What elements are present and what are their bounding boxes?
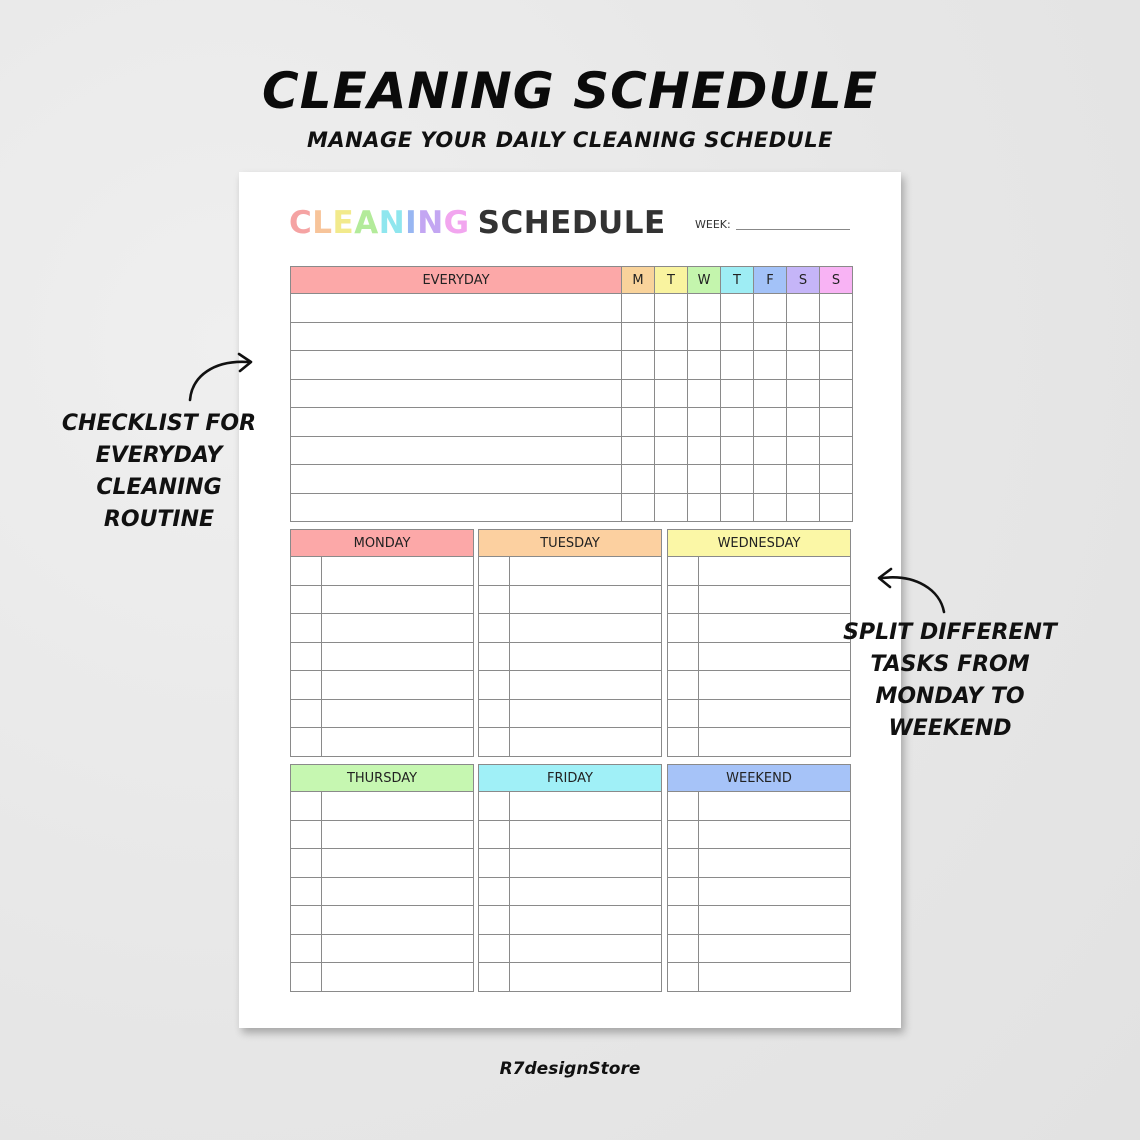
task-cell[interactable] [699, 792, 851, 821]
friday-table [478, 764, 662, 992]
task-cell[interactable] [291, 322, 622, 351]
checkbox-cell[interactable] [479, 557, 510, 586]
checkbox-cell[interactable] [479, 849, 510, 878]
week-label: WEEK: [695, 218, 731, 231]
everyday-row [291, 351, 853, 380]
checkbox-cell[interactable] [291, 906, 322, 935]
checkbox-cell[interactable] [668, 934, 699, 963]
check-cell[interactable] [787, 408, 820, 437]
day-row [291, 557, 474, 586]
task-cell[interactable] [322, 849, 474, 878]
check-cell[interactable] [787, 465, 820, 494]
check-cell[interactable] [688, 465, 721, 494]
weekday-header: F [754, 267, 787, 294]
day-row [291, 877, 474, 906]
days-annotation: SPLIT DIFFERENT TASKS FROM MONDAY TO WEEKEND [843, 620, 1057, 741]
checkbox-cell[interactable] [479, 614, 510, 643]
check-cell[interactable] [754, 379, 787, 408]
task-cell[interactable] [699, 671, 851, 700]
curved-arrow-icon [184, 350, 260, 406]
checkbox-cell[interactable] [291, 642, 322, 671]
task-cell[interactable] [322, 877, 474, 906]
check-cell[interactable] [688, 294, 721, 323]
checkbox-cell[interactable] [668, 877, 699, 906]
check-cell[interactable] [787, 379, 820, 408]
checkbox-cell[interactable] [291, 849, 322, 878]
check-cell[interactable] [622, 493, 655, 522]
task-cell[interactable] [699, 849, 851, 878]
task-cell[interactable] [510, 934, 662, 963]
check-cell[interactable] [655, 322, 688, 351]
brand-name: R7designStore [499, 1059, 641, 1079]
everyday-row [291, 465, 853, 494]
checkbox-cell[interactable] [668, 585, 699, 614]
check-cell[interactable] [622, 351, 655, 380]
check-cell[interactable] [754, 465, 787, 494]
everyday-row [291, 379, 853, 408]
checkbox-cell[interactable] [291, 671, 322, 700]
task-cell[interactable] [322, 557, 474, 586]
checkbox-cell[interactable] [668, 642, 699, 671]
checkbox-cell[interactable] [479, 877, 510, 906]
task-cell[interactable] [291, 465, 622, 494]
task-cell[interactable] [322, 699, 474, 728]
main-title: CLEANING SCHEDULE [262, 62, 878, 120]
day-header: WEEKEND [668, 765, 851, 792]
check-cell[interactable] [655, 408, 688, 437]
check-cell[interactable] [787, 322, 820, 351]
day-row [479, 906, 662, 935]
task-cell[interactable] [322, 820, 474, 849]
checkbox-cell[interactable] [291, 820, 322, 849]
checkbox-cell[interactable] [668, 792, 699, 821]
day-row [668, 906, 851, 935]
day-row [668, 585, 851, 614]
wednesday-table [667, 529, 851, 757]
task-cell[interactable] [510, 585, 662, 614]
day-row [291, 820, 474, 849]
task-cell[interactable] [291, 436, 622, 465]
day-row [291, 642, 474, 671]
check-cell[interactable] [820, 436, 853, 465]
check-cell[interactable] [655, 379, 688, 408]
everyday-row [291, 408, 853, 437]
task-cell[interactable] [510, 728, 662, 757]
check-cell[interactable] [688, 351, 721, 380]
everyday-row [291, 322, 853, 351]
checkbox-cell[interactable] [479, 728, 510, 757]
task-cell[interactable] [291, 351, 622, 380]
checkbox-cell[interactable] [291, 557, 322, 586]
day-row [479, 585, 662, 614]
check-cell[interactable] [820, 465, 853, 494]
task-cell[interactable] [291, 379, 622, 408]
check-cell[interactable] [820, 379, 853, 408]
checkbox-cell[interactable] [291, 963, 322, 992]
check-cell[interactable] [622, 408, 655, 437]
task-cell[interactable] [510, 557, 662, 586]
day-header: TUESDAY [479, 530, 662, 557]
task-cell[interactable] [291, 294, 622, 323]
checkbox-cell[interactable] [668, 614, 699, 643]
check-cell[interactable] [721, 493, 754, 522]
day-row [479, 963, 662, 992]
checkbox-cell[interactable] [291, 585, 322, 614]
check-cell[interactable] [688, 436, 721, 465]
task-cell[interactable] [699, 934, 851, 963]
day-row [668, 642, 851, 671]
day-row [291, 671, 474, 700]
checkbox-cell[interactable] [668, 557, 699, 586]
task-cell[interactable] [510, 820, 662, 849]
sheet-title-schedule: SCHEDULE [477, 205, 666, 241]
task-cell[interactable] [510, 699, 662, 728]
task-cell[interactable] [322, 906, 474, 935]
check-cell[interactable] [754, 351, 787, 380]
checkbox-cell[interactable] [479, 963, 510, 992]
weekday-header: S [787, 267, 820, 294]
checkbox-cell[interactable] [291, 699, 322, 728]
checkbox-cell[interactable] [291, 792, 322, 821]
task-cell[interactable] [699, 877, 851, 906]
title-letter: L [312, 205, 333, 241]
task-cell[interactable] [699, 728, 851, 757]
day-row [668, 557, 851, 586]
day-row [668, 934, 851, 963]
check-cell[interactable] [721, 465, 754, 494]
day-header: FRIDAY [479, 765, 662, 792]
checkbox-cell[interactable] [479, 699, 510, 728]
checkbox-cell[interactable] [668, 963, 699, 992]
checkbox-cell[interactable] [668, 671, 699, 700]
day-row [479, 699, 662, 728]
title-letter: N [378, 205, 406, 241]
day-header: WEDNESDAY [668, 530, 851, 557]
check-cell[interactable] [622, 294, 655, 323]
check-cell[interactable] [721, 294, 754, 323]
check-cell[interactable] [622, 379, 655, 408]
task-cell[interactable] [699, 557, 851, 586]
everyday-row [291, 493, 853, 522]
day-row [291, 614, 474, 643]
check-cell[interactable] [820, 408, 853, 437]
task-cell[interactable] [322, 671, 474, 700]
checkbox-cell[interactable] [479, 671, 510, 700]
day-row [668, 699, 851, 728]
task-cell[interactable] [699, 906, 851, 935]
title-letter: A [354, 205, 379, 241]
check-cell[interactable] [655, 351, 688, 380]
check-cell[interactable] [688, 493, 721, 522]
day-row [291, 585, 474, 614]
day-row [668, 849, 851, 878]
weekday-header: T [721, 267, 754, 294]
title-letter: C [289, 205, 313, 241]
day-row [291, 849, 474, 878]
day-header: MONDAY [291, 530, 474, 557]
day-row [291, 728, 474, 757]
everyday-annotation: CHECKLIST FOR EVERYDAY CLEANING ROUTINE [61, 411, 257, 532]
check-cell[interactable] [655, 294, 688, 323]
check-cell[interactable] [787, 493, 820, 522]
everyday-header: EVERYDAY [291, 267, 622, 294]
task-cell[interactable] [322, 585, 474, 614]
title-letter: N [417, 205, 444, 241]
check-cell[interactable] [754, 436, 787, 465]
task-cell[interactable] [699, 642, 851, 671]
day-row [479, 934, 662, 963]
check-cell[interactable] [754, 493, 787, 522]
day-header: THURSDAY [291, 765, 474, 792]
day-row [668, 792, 851, 821]
check-cell[interactable] [754, 294, 787, 323]
task-cell[interactable] [322, 614, 474, 643]
sheet-title [289, 205, 666, 241]
task-cell[interactable] [699, 820, 851, 849]
check-cell[interactable] [688, 322, 721, 351]
check-cell[interactable] [688, 379, 721, 408]
check-cell[interactable] [622, 322, 655, 351]
day-row [291, 699, 474, 728]
subtitle: MANAGE YOUR DAILY CLEANING SCHEDULE [307, 128, 833, 152]
check-cell[interactable] [754, 322, 787, 351]
checkbox-cell[interactable] [668, 820, 699, 849]
task-cell[interactable] [699, 963, 851, 992]
title-letter: G [443, 205, 470, 241]
check-cell[interactable] [787, 294, 820, 323]
day-row [291, 906, 474, 935]
check-cell[interactable] [820, 294, 853, 323]
task-cell[interactable] [322, 792, 474, 821]
day-row [668, 614, 851, 643]
check-cell[interactable] [721, 351, 754, 380]
check-cell[interactable] [688, 408, 721, 437]
curved-arrow-icon [870, 566, 950, 618]
checkbox-cell[interactable] [291, 728, 322, 757]
check-cell[interactable] [820, 351, 853, 380]
checkbox-cell[interactable] [668, 699, 699, 728]
task-cell[interactable] [699, 585, 851, 614]
task-cell[interactable] [699, 699, 851, 728]
check-cell[interactable] [787, 351, 820, 380]
day-row [291, 963, 474, 992]
weekday-header: M [622, 267, 655, 294]
check-cell[interactable] [820, 322, 853, 351]
weekday-header: T [655, 267, 688, 294]
checkbox-cell[interactable] [479, 820, 510, 849]
check-cell[interactable] [655, 465, 688, 494]
task-cell[interactable] [510, 671, 662, 700]
checkbox-cell[interactable] [668, 849, 699, 878]
title-letter: I [405, 205, 418, 241]
day-row [668, 671, 851, 700]
task-cell[interactable] [510, 877, 662, 906]
checkbox-cell[interactable] [291, 877, 322, 906]
task-cell[interactable] [322, 728, 474, 757]
everyday-table [290, 266, 853, 522]
checkbox-cell[interactable] [291, 614, 322, 643]
sheet-title-colored-word [289, 205, 470, 241]
day-row [668, 963, 851, 992]
check-cell[interactable] [820, 493, 853, 522]
task-cell[interactable] [510, 963, 662, 992]
checkbox-cell[interactable] [479, 642, 510, 671]
task-cell[interactable] [510, 792, 662, 821]
check-cell[interactable] [655, 493, 688, 522]
tuesday-table [478, 529, 662, 757]
everyday-row [291, 436, 853, 465]
weekday-header: S [820, 267, 853, 294]
day-row [479, 557, 662, 586]
checkbox-cell[interactable] [668, 906, 699, 935]
day-row [479, 642, 662, 671]
task-cell[interactable] [291, 493, 622, 522]
day-row [479, 792, 662, 821]
checkbox-cell[interactable] [479, 934, 510, 963]
check-cell[interactable] [721, 322, 754, 351]
thursday-table [290, 764, 474, 992]
title-letter: E [332, 205, 355, 241]
day-row [668, 877, 851, 906]
check-cell[interactable] [721, 436, 754, 465]
day-row [291, 792, 474, 821]
week-input-line[interactable] [736, 229, 850, 230]
day-row [479, 877, 662, 906]
day-row [479, 820, 662, 849]
task-cell[interactable] [510, 614, 662, 643]
check-cell[interactable] [721, 379, 754, 408]
everyday-row [291, 294, 853, 323]
checkbox-cell[interactable] [291, 934, 322, 963]
monday-table [290, 529, 474, 757]
task-cell[interactable] [510, 849, 662, 878]
schedule-sheet [239, 172, 901, 1028]
task-cell[interactable] [322, 934, 474, 963]
task-cell[interactable] [510, 642, 662, 671]
task-cell[interactable] [322, 642, 474, 671]
task-cell[interactable] [510, 906, 662, 935]
task-cell[interactable] [699, 614, 851, 643]
task-cell[interactable] [291, 408, 622, 437]
day-row [668, 820, 851, 849]
checkbox-cell[interactable] [479, 585, 510, 614]
day-row [479, 728, 662, 757]
task-cell[interactable] [322, 963, 474, 992]
check-cell[interactable] [655, 436, 688, 465]
check-cell[interactable] [622, 465, 655, 494]
day-row [668, 728, 851, 757]
day-row [479, 849, 662, 878]
weekend-table [667, 764, 851, 992]
weekday-header: W [688, 267, 721, 294]
day-row [479, 614, 662, 643]
day-row [479, 671, 662, 700]
checkbox-cell[interactable] [479, 792, 510, 821]
check-cell[interactable] [721, 408, 754, 437]
check-cell[interactable] [754, 408, 787, 437]
checkbox-cell[interactable] [668, 728, 699, 757]
day-row [291, 934, 474, 963]
check-cell[interactable] [622, 436, 655, 465]
check-cell[interactable] [787, 436, 820, 465]
checkbox-cell[interactable] [479, 906, 510, 935]
